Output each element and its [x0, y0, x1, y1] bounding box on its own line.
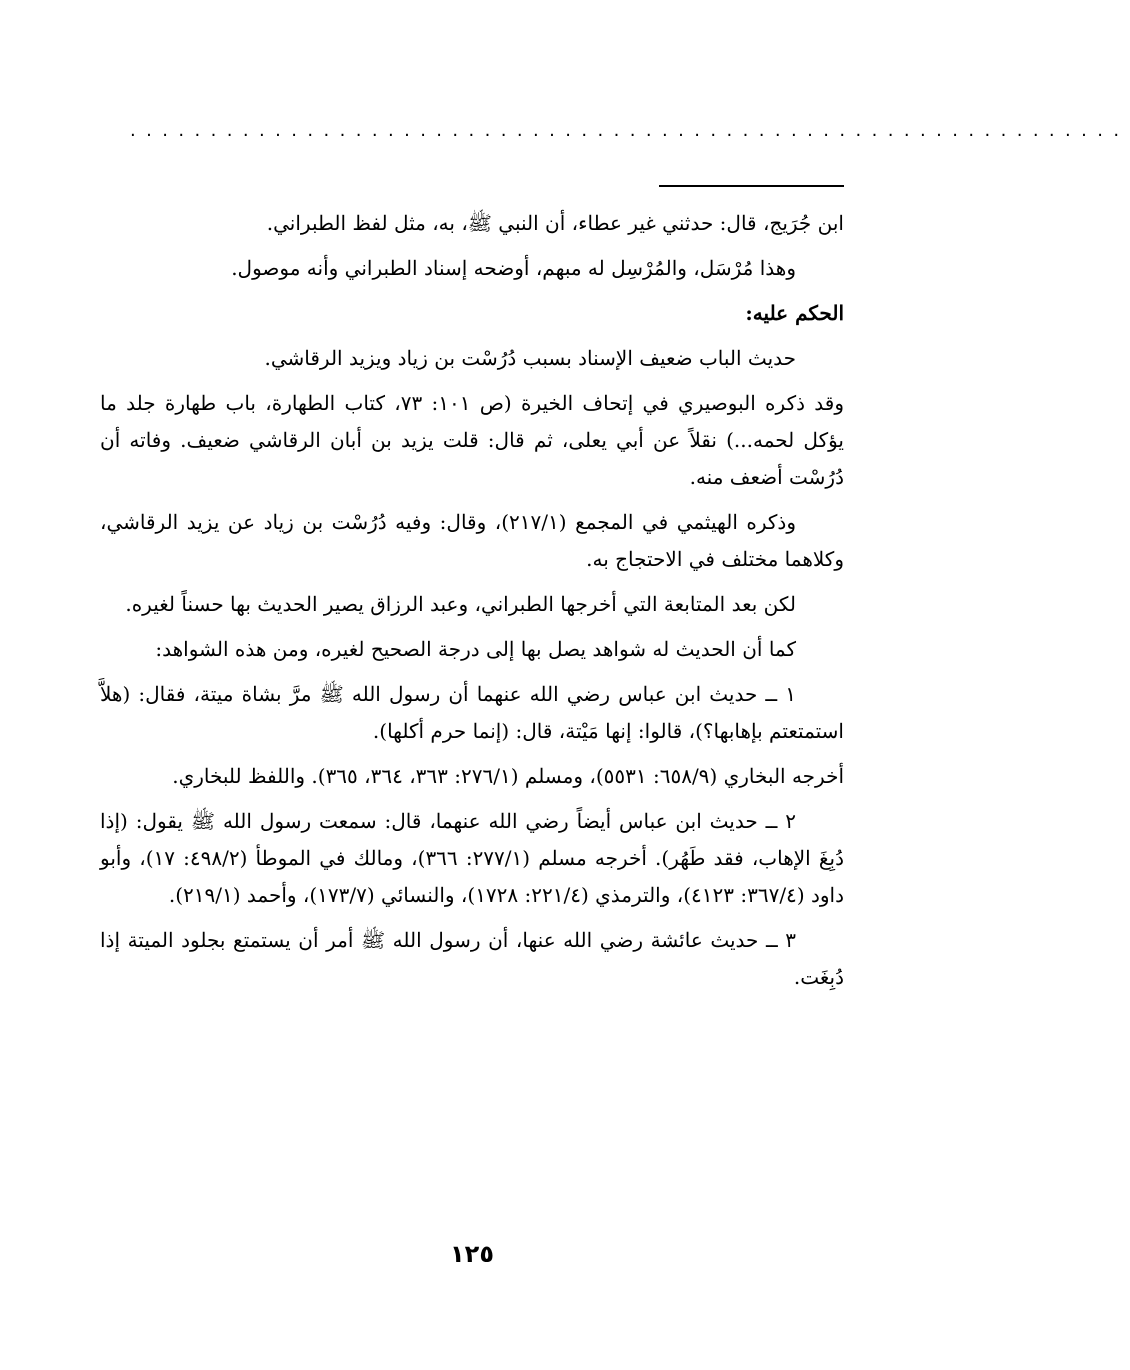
- paragraph: وذكره الهيثمي في المجمع (٢١٧/١)، وقال: وفيه دُرُسْت بن زياد عن يزيد الرقاشي، وكلاهما مختلف في الاحتجاج به.: [100, 510, 844, 571]
- paragraph: وقد ذكره البوصيري في إتحاف الخيرة (ص ١٠١: ٧٣، كتاب الطهارة، باب طهارة جلد ما يؤكل لحمه...) نقلاً عن أبي يعلى، ثم قال: قلت يزيد بن أبان الرقاشي ضعيف. وفاته أن دُرُسْت أضعف منه.: [100, 391, 844, 489]
- paragraph: ١ ــ حديث ابن عباس رضي الله عنهما أن رسول الله ﷺ مرَّ بشاة ميتة، فقال: (هلاَّ استمتعتم بإهابها؟)، قالوا: إنها مَيْتة، قال: (إنما حرم أكلها).: [100, 682, 844, 743]
- paragraph: أخرجه البخاري (٦٥٨/٩: ٥٥٣١)، ومسلم (٢٧٦/١: ٣٦٣، ٣٦٤، ٣٦٥). واللفظ للبخاري.: [172, 764, 844, 788]
- dotted-separator: ..............................................................: [130, 120, 1130, 141]
- paragraph: وهذا مُرْسَل، والمُرْسِل له مبهم، أوضحه إسناد الطبراني وأنه موصول.: [231, 256, 796, 280]
- paragraph: ٣ ــ حديث عائشة رضي الله عنها، أن رسول الله ﷺ أمر أن يستمتع بجلود الميتة إذا دُبِغَت.: [100, 928, 844, 989]
- footnote-rule: [659, 185, 844, 187]
- paragraph: لكن بعد المتابعة التي أخرجها الطبراني، وعبد الرزاق يصير الحديث بها حسناً لغيره.: [125, 592, 796, 616]
- page-number: ١٢٥: [450, 1240, 494, 1268]
- section-heading: الحكم عليه:: [745, 301, 844, 325]
- paragraph: ابن جُرَيج، قال: حدثني غير عطاء، أن النبي ﷺ، به، مثل لفظ الطبراني.: [266, 211, 844, 235]
- paragraph: حديث الباب ضعيف الإسناد بسبب دُرُسْت بن زياد ويزيد الرقاشي.: [264, 346, 796, 370]
- paragraph: كما أن الحديث له شواهد يصل بها إلى درجة الصحيح لغيره، ومن هذه الشواهد:: [155, 637, 796, 661]
- footnote-text-block: [100, 205, 844, 1004]
- paragraph: ٢ ــ حديث ابن عباس أيضاً رضي الله عنهما، قال: سمعت رسول الله ﷺ يقول: (إذا دُبِغَ الإهاب، فقد طَهُر). أخرجه مسلم (٢٧٧/١: ٣٦٦)، ومالك في الموطأ (٤٩٨/٢: ١٧)، وأبو داود (٣٦٧/٤: ٤١٢٣)، والترمذي (٢٢١/٤: ١٧٢٨)، والنسائي (١٧٣/٧)، وأحمد (٢١٩/١).: [100, 809, 844, 907]
